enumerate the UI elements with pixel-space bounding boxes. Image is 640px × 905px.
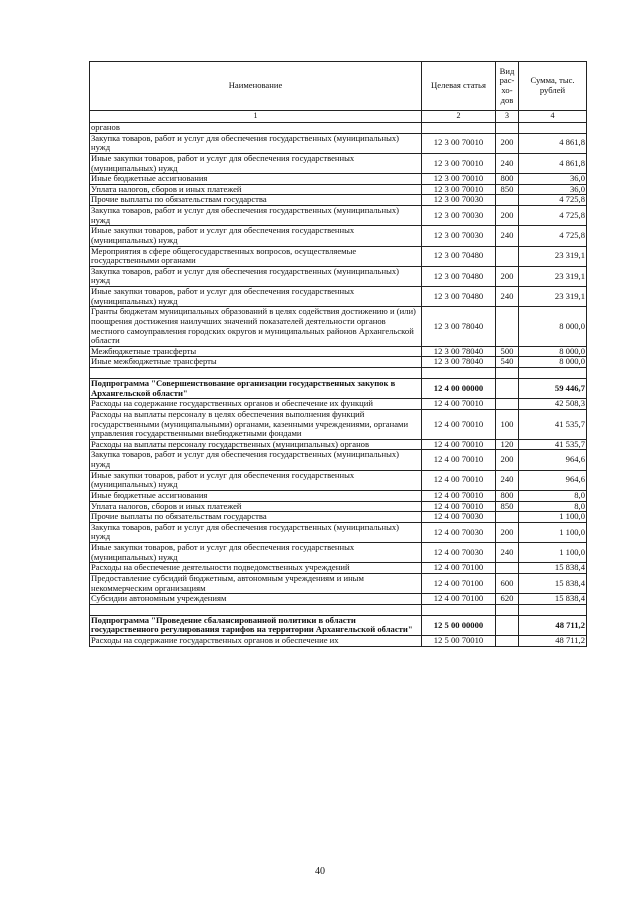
row-vid-cell <box>496 123 519 134</box>
row-vid-cell <box>496 307 519 347</box>
table-row <box>90 195 587 206</box>
row-code-cell: 12 3 00 70010 <box>422 174 496 185</box>
table-body <box>90 123 587 647</box>
row-vid-cell <box>496 512 519 523</box>
row-code-cell <box>422 368 496 379</box>
row-sum-cell: 23 319,1 <box>519 246 587 266</box>
row-vid-cell <box>496 399 519 410</box>
column-number: 4 <box>519 111 587 123</box>
row-name-cell: Иные закупки товаров, работ и услуг для обеспечения государственных (муниципальных) нужд <box>90 470 422 490</box>
row-sum-cell: 4 725,8 <box>519 226 587 246</box>
row-sum-cell: 8,0 <box>519 490 587 501</box>
row-name-cell: Закупка товаров, работ и услуг для обеспечения государственных (муниципальных) нужд <box>90 266 422 286</box>
row-name-cell: Иные закупки товаров, работ и услуг для обеспечения государственных (муниципальных) нужд <box>90 226 422 246</box>
row-sum-cell: 59 446,7 <box>519 379 587 399</box>
row-sum-cell <box>519 604 587 615</box>
row-sum-cell: 48 711,2 <box>519 615 587 635</box>
row-name-cell: Субсидии автономным учреждениям <box>90 594 422 605</box>
row-name-cell: Уплата налогов, сборов и иных платежей <box>90 501 422 512</box>
row-sum-cell <box>519 123 587 134</box>
row-vid-cell: 500 <box>496 346 519 357</box>
row-code-cell: 12 4 00 70010 <box>422 470 496 490</box>
table-row <box>90 573 587 593</box>
row-sum-cell: 8,0 <box>519 501 587 512</box>
row-vid-cell: 200 <box>496 206 519 226</box>
row-vid-cell: 240 <box>496 543 519 563</box>
row-vid-cell: 850 <box>496 501 519 512</box>
row-code-cell <box>422 604 496 615</box>
table-row <box>90 490 587 501</box>
row-name-cell: Подпрограмма "Совершенствование организации государственных закупок в Архангельской области" <box>90 379 422 399</box>
row-sum-cell: 36,0 <box>519 174 587 185</box>
row-code-cell: 12 4 00 00000 <box>422 379 496 399</box>
row-sum-cell: 23 319,1 <box>519 287 587 307</box>
row-code-cell: 12 4 00 70100 <box>422 594 496 605</box>
row-code-cell: 12 3 00 78040 <box>422 357 496 368</box>
row-vid-cell <box>496 563 519 574</box>
row-sum-cell: 8 000,0 <box>519 346 587 357</box>
row-vid-cell: 200 <box>496 522 519 542</box>
table-row <box>90 174 587 185</box>
row-sum-cell: 8 000,0 <box>519 307 587 347</box>
row-vid-cell <box>496 636 519 647</box>
row-code-cell: 12 4 00 70010 <box>422 439 496 450</box>
page-number: 40 <box>315 866 325 877</box>
row-name-cell: Закупка товаров, работ и услуг для обеспечения государственных (муниципальных) нужд <box>90 522 422 542</box>
row-code-cell: 12 3 00 70010 <box>422 184 496 195</box>
row-code-cell: 12 4 00 70010 <box>422 501 496 512</box>
row-vid-cell <box>496 604 519 615</box>
row-vid-cell: 200 <box>496 133 519 153</box>
row-code-cell: 12 3 00 70480 <box>422 266 496 286</box>
row-code-cell: 12 5 00 70010 <box>422 636 496 647</box>
row-code-cell: 12 4 00 70010 <box>422 490 496 501</box>
table-row <box>90 266 587 286</box>
row-sum-cell: 41 535,7 <box>519 439 587 450</box>
row-sum-cell: 4 725,8 <box>519 206 587 226</box>
row-name-cell: Закупка товаров, работ и услуг для обеспечения государственных (муниципальных) нужд <box>90 206 422 226</box>
row-code-cell: 12 4 00 70010 <box>422 450 496 470</box>
row-sum-cell: 15 838,4 <box>519 594 587 605</box>
table-row <box>90 563 587 574</box>
row-name-cell: Прочие выплаты по обязательствам государства <box>90 195 422 206</box>
row-vid-cell: 120 <box>496 439 519 450</box>
table-row <box>90 307 587 347</box>
row-code-cell: 12 5 00 00000 <box>422 615 496 635</box>
spacer-row <box>90 368 587 379</box>
row-name-cell: Межбюджетные трансферты <box>90 346 422 357</box>
row-sum-cell: 23 319,1 <box>519 266 587 286</box>
row-code-cell: 12 4 00 70100 <box>422 573 496 593</box>
table-row <box>90 133 587 153</box>
row-sum-cell: 1 100,0 <box>519 522 587 542</box>
header-vid: Вид рас-хо-дов <box>496 62 519 111</box>
table-row <box>90 206 587 226</box>
row-name-cell: Закупка товаров, работ и услуг для обеспечения государственных (муниципальных) нужд <box>90 450 422 470</box>
row-code-cell: 12 3 00 70030 <box>422 195 496 206</box>
row-vid-cell: 200 <box>496 450 519 470</box>
row-code-cell: 12 3 00 70010 <box>422 153 496 173</box>
budget-table <box>89 61 587 647</box>
row-name-cell: Гранты бюджетам муниципальных образований в целях содействия достижению и (или) поощрения достижения наилучших значений показателей деятельности органов местного самоуправления городских округов и муниципальных районов Архангельской области <box>90 307 422 347</box>
table-row <box>90 543 587 563</box>
table-row <box>90 287 587 307</box>
row-name-cell: Иные закупки товаров, работ и услуг для обеспечения государственных (муниципальных) нужд <box>90 153 422 173</box>
row-vid-cell: 620 <box>496 594 519 605</box>
row-sum-cell: 48 711,2 <box>519 636 587 647</box>
row-vid-cell: 540 <box>496 357 519 368</box>
row-vid-cell <box>496 368 519 379</box>
row-sum-cell: 4 861,8 <box>519 153 587 173</box>
column-number: 3 <box>496 111 519 123</box>
row-name-cell: Расходы на выплаты персоналу государственных (муниципальных) органов <box>90 439 422 450</box>
row-code-cell: 12 3 00 70480 <box>422 287 496 307</box>
row-code-cell: 12 3 00 70010 <box>422 133 496 153</box>
table-row <box>90 226 587 246</box>
subprogram-row <box>90 379 587 399</box>
row-name-cell: Иные бюджетные ассигнования <box>90 174 422 185</box>
row-name-cell: Иные закупки товаров, работ и услуг для обеспечения государственных (муниципальных) нужд <box>90 543 422 563</box>
row-name-cell: Закупка товаров, работ и услуг для обеспечения государственных (муниципальных) нужд <box>90 133 422 153</box>
row-sum-cell: 36,0 <box>519 184 587 195</box>
table-row <box>90 450 587 470</box>
table-row <box>90 512 587 523</box>
row-sum-cell: 4 725,8 <box>519 195 587 206</box>
row-name-cell <box>90 368 422 379</box>
header-name: Наименование <box>90 62 422 111</box>
row-name-cell: Расходы на содержание государственных органов и обеспечение их <box>90 636 422 647</box>
table-row <box>90 153 587 173</box>
table-row <box>90 439 587 450</box>
row-code-cell: 12 4 00 70010 <box>422 399 496 410</box>
row-vid-cell: 100 <box>496 409 519 439</box>
column-number: 1 <box>90 111 422 123</box>
row-name-cell: Уплата налогов, сборов и иных платежей <box>90 184 422 195</box>
row-sum-cell: 15 838,4 <box>519 563 587 574</box>
row-vid-cell <box>496 195 519 206</box>
table-row <box>90 636 587 647</box>
spacer-row <box>90 604 587 615</box>
table-row <box>90 246 587 266</box>
row-sum-cell: 1 100,0 <box>519 543 587 563</box>
header-sum: Сумма, тыс. рублей <box>519 62 587 111</box>
table-row <box>90 470 587 490</box>
row-name-cell: Прочие выплаты по обязательствам государства <box>90 512 422 523</box>
row-vid-cell <box>496 379 519 399</box>
table-row <box>90 409 587 439</box>
table-row <box>90 399 587 410</box>
column-number-row <box>90 111 587 123</box>
row-code-cell: 12 4 00 70010 <box>422 409 496 439</box>
table-row <box>90 184 587 195</box>
row-code-cell: 12 3 00 70030 <box>422 226 496 246</box>
row-sum-cell: 42 508,3 <box>519 399 587 410</box>
table-row <box>90 522 587 542</box>
row-sum-cell: 8 000,0 <box>519 357 587 368</box>
column-number: 2 <box>422 111 496 123</box>
row-sum-cell: 41 535,7 <box>519 409 587 439</box>
row-name-cell: Расходы на обеспечение деятельности подведомственных учреждений <box>90 563 422 574</box>
row-sum-cell: 4 861,8 <box>519 133 587 153</box>
row-vid-cell <box>496 615 519 635</box>
row-code-cell: 12 4 00 70100 <box>422 563 496 574</box>
row-name-cell: Предоставление субсидий бюджетным, автономным учреждениям и иным некоммерческим организациям <box>90 573 422 593</box>
row-sum-cell <box>519 368 587 379</box>
header-row <box>90 62 587 111</box>
row-name-cell <box>90 604 422 615</box>
row-name-cell: Иные бюджетные ассигнования <box>90 490 422 501</box>
row-vid-cell: 240 <box>496 153 519 173</box>
row-vid-cell: 600 <box>496 573 519 593</box>
row-vid-cell: 240 <box>496 470 519 490</box>
table-row <box>90 123 587 134</box>
row-code-cell: 12 3 00 70030 <box>422 206 496 226</box>
row-name-cell: Подпрограмма "Проведение сбалансированной политики в области государственного регулирования тарифов на территории Архангельской области" <box>90 615 422 635</box>
row-name-cell: органов <box>90 123 422 134</box>
row-vid-cell: 200 <box>496 266 519 286</box>
row-sum-cell: 1 100,0 <box>519 512 587 523</box>
row-code-cell: 12 4 00 70030 <box>422 522 496 542</box>
row-sum-cell: 964,6 <box>519 450 587 470</box>
header-code: Целевая статья <box>422 62 496 111</box>
row-vid-cell <box>496 246 519 266</box>
row-sum-cell: 15 838,4 <box>519 573 587 593</box>
row-sum-cell: 964,6 <box>519 470 587 490</box>
row-vid-cell: 800 <box>496 174 519 185</box>
row-name-cell: Расходы на содержание государственных органов и обеспечение их функций <box>90 399 422 410</box>
row-code-cell: 12 4 00 70030 <box>422 512 496 523</box>
table-row <box>90 501 587 512</box>
row-name-cell: Иные межбюджетные трансферты <box>90 357 422 368</box>
row-code-cell: 12 3 00 70480 <box>422 246 496 266</box>
row-name-cell: Мероприятия в сфере общегосударственных вопросов, осуществляемые государственными органами <box>90 246 422 266</box>
table-row <box>90 357 587 368</box>
subprogram-row <box>90 615 587 635</box>
row-vid-cell: 800 <box>496 490 519 501</box>
row-name-cell: Расходы на выплаты персоналу в целях обеспечения выполнения функций государственными (муниципальными) органами, казенными учреждениями, органами управления государственными внебюджетными фондами <box>90 409 422 439</box>
row-code-cell <box>422 123 496 134</box>
table-row <box>90 594 587 605</box>
table-row <box>90 346 587 357</box>
row-vid-cell: 240 <box>496 226 519 246</box>
row-name-cell: Иные закупки товаров, работ и услуг для обеспечения государственных (муниципальных) нужд <box>90 287 422 307</box>
row-code-cell: 12 3 00 78040 <box>422 307 496 347</box>
row-vid-cell: 240 <box>496 287 519 307</box>
row-code-cell: 12 3 00 78040 <box>422 346 496 357</box>
row-vid-cell: 850 <box>496 184 519 195</box>
row-code-cell: 12 4 00 70030 <box>422 543 496 563</box>
